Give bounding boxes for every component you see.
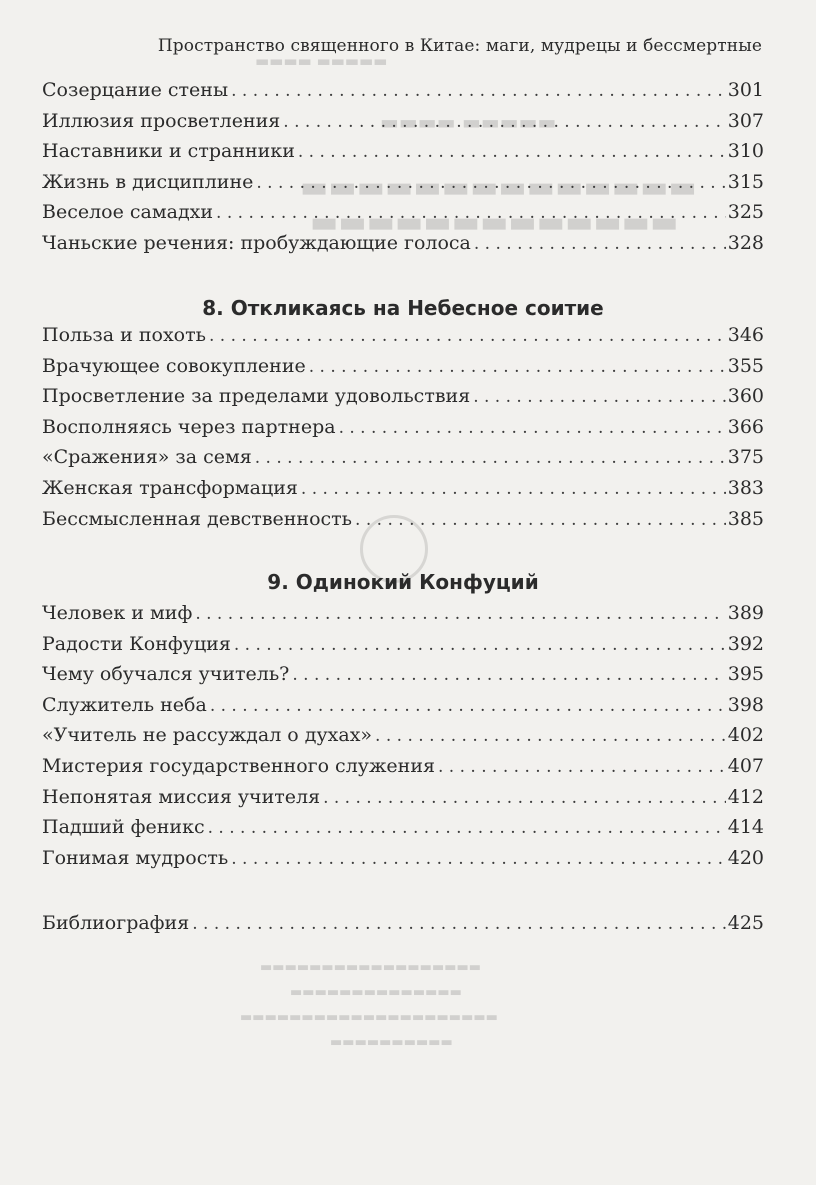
toc-entry-page: 366 xyxy=(727,415,764,438)
show-through-text: ▬▬▬▬▬▬▬▬▬▬ xyxy=(330,1035,453,1050)
leader-dots xyxy=(292,660,725,691)
show-through-text: ▬▬▬▬▬▬▬▬▬▬▬▬▬ xyxy=(310,205,679,240)
leader-dots xyxy=(323,783,726,814)
leader-dots xyxy=(256,168,725,199)
leader-dots xyxy=(473,382,726,413)
toc-entry-page: 315 xyxy=(727,170,764,193)
toc-section xyxy=(42,75,764,259)
chapter-heading: 9. Одинокий Конфуций xyxy=(267,570,539,594)
toc-entry-page: 398 xyxy=(727,693,764,716)
show-through-text: ▬▬▬▬ ▬▬▬▬▬ xyxy=(380,110,557,134)
toc-entry-title: Служитель неба xyxy=(42,693,207,716)
leader-dots xyxy=(234,630,726,661)
toc-entry xyxy=(42,351,764,382)
toc-entry-page: 412 xyxy=(727,785,764,808)
toc-entry-page: 392 xyxy=(727,632,764,655)
toc-entry xyxy=(42,720,764,751)
toc-entry xyxy=(42,75,764,106)
toc-entry-title: Непонятая миссия учителя xyxy=(42,785,321,808)
show-through-text: ▬▬▬▬▬▬▬▬▬▬▬▬▬▬▬▬▬▬ xyxy=(260,960,482,975)
toc-entry-page: 307 xyxy=(727,109,764,132)
toc-entry-title: Врачующее совокупление xyxy=(42,354,306,377)
toc-entry-page: 395 xyxy=(727,663,764,686)
leader-dots xyxy=(192,909,726,940)
toc-entry xyxy=(42,504,764,535)
toc-entry-title: Созерцание стены xyxy=(42,79,229,101)
toc-entry-title: Бессмысленная девственность xyxy=(42,507,353,530)
toc-entry xyxy=(42,690,764,721)
toc-entry-title: Мистерия государственного служения xyxy=(42,754,435,777)
toc-entry-page: 385 xyxy=(727,507,764,530)
show-through-text: ▬▬▬▬ ▬▬▬▬▬ xyxy=(255,52,388,70)
toc-entry-page: 360 xyxy=(727,385,764,408)
leader-dots xyxy=(301,474,726,505)
leader-dots xyxy=(298,137,726,168)
toc-entry xyxy=(42,598,764,629)
leader-dots xyxy=(355,505,726,536)
toc-entry-title: Человек и миф xyxy=(42,602,193,624)
toc-entry-title: Падший феникс xyxy=(42,816,205,839)
toc-entry xyxy=(42,843,764,874)
toc-entry-page: 301 xyxy=(727,79,764,101)
toc-entry-page: 414 xyxy=(727,816,764,839)
toc-entry-title: Восполняясь через партнера xyxy=(42,415,336,438)
toc-entry-title: Женская трансформация xyxy=(42,476,298,499)
toc-entry-title: Жизнь в дисциплине xyxy=(42,170,254,193)
toc-entry xyxy=(42,167,764,198)
toc-entry-page: 420 xyxy=(727,846,764,869)
toc-entry-title: Польза и похоть xyxy=(42,324,206,346)
toc-entry-title: Просветление за пределами удовольствия xyxy=(42,385,471,408)
toc-entry xyxy=(42,320,764,351)
leader-dots xyxy=(209,321,726,352)
toc-entry-title: Веселое самадхи xyxy=(42,201,214,224)
toc-entry xyxy=(42,659,764,690)
leader-dots xyxy=(309,352,726,383)
toc-section xyxy=(42,908,764,939)
toc-entry-page: 328 xyxy=(727,231,764,254)
chapter-heading: 8. Откликаясь на Небесное соитие xyxy=(202,296,604,320)
toc-entry-title: Чему обучался учитель? xyxy=(42,663,290,686)
leader-dots xyxy=(216,198,726,229)
toc-entry xyxy=(42,473,764,504)
toc-entry-page: 325 xyxy=(727,201,764,224)
toc-entry xyxy=(42,751,764,782)
toc-entry-page: 402 xyxy=(727,724,764,747)
toc-entry-page: 383 xyxy=(727,476,764,499)
toc-entry-title: Гонимая мудрость xyxy=(42,846,229,869)
toc-entry-page: 407 xyxy=(727,754,764,777)
show-through-text: ▬▬▬▬▬▬▬▬▬▬▬▬▬▬ xyxy=(300,170,697,205)
leader-dots xyxy=(474,229,726,260)
show-through-text: ▬▬▬▬▬▬▬▬▬▬▬▬▬▬▬▬▬▬▬▬▬ xyxy=(240,1010,498,1025)
toc-entry xyxy=(42,629,764,660)
leader-dots xyxy=(283,107,725,138)
toc-section xyxy=(42,598,764,873)
toc-entry xyxy=(42,442,764,473)
toc-entry xyxy=(42,782,764,813)
toc-entry-title: «Сражения» за семя xyxy=(42,446,252,469)
toc-entry xyxy=(42,106,764,137)
toc-entry-title: Чаньские речения: пробуждающие голоса xyxy=(42,231,471,254)
toc-entry-title: Наставники и странники xyxy=(42,140,295,163)
toc-section xyxy=(42,320,764,534)
toc-entry-page: 310 xyxy=(727,140,764,163)
leader-dots xyxy=(210,691,726,722)
toc-entry-page: 425 xyxy=(727,912,764,934)
show-through-text: ▬▬▬▬▬▬▬▬▬▬▬▬▬▬ xyxy=(290,985,462,1000)
leader-dots xyxy=(375,721,726,752)
toc-entry xyxy=(42,412,764,443)
toc-entry-title: Библиография xyxy=(42,912,190,934)
toc-entry-page: 346 xyxy=(727,324,764,346)
toc-entry xyxy=(42,908,764,939)
toc-entry xyxy=(42,812,764,843)
leader-dots xyxy=(438,752,726,783)
toc-entry xyxy=(42,136,764,167)
leader-dots xyxy=(339,413,726,444)
running-header: Пространство священного в Китае: маги, мудрецы и бессмертные xyxy=(157,36,762,56)
leader-dots xyxy=(255,443,726,474)
toc-entry-page: 389 xyxy=(727,602,764,624)
toc-entry xyxy=(42,228,764,259)
leader-dots xyxy=(208,813,726,844)
toc-entry xyxy=(42,197,764,228)
toc-entry-title: «Учитель не рассуждал о духах» xyxy=(42,724,373,747)
toc-entry-page: 355 xyxy=(727,354,764,377)
toc-entry-title: Иллюзия просветления xyxy=(42,109,281,132)
toc-entry-page: 375 xyxy=(727,446,764,469)
toc-entry xyxy=(42,381,764,412)
leader-dots xyxy=(231,76,726,107)
leader-dots xyxy=(195,599,725,630)
leader-dots xyxy=(231,844,726,875)
toc-entry-title: Радости Конфуция xyxy=(42,632,231,655)
